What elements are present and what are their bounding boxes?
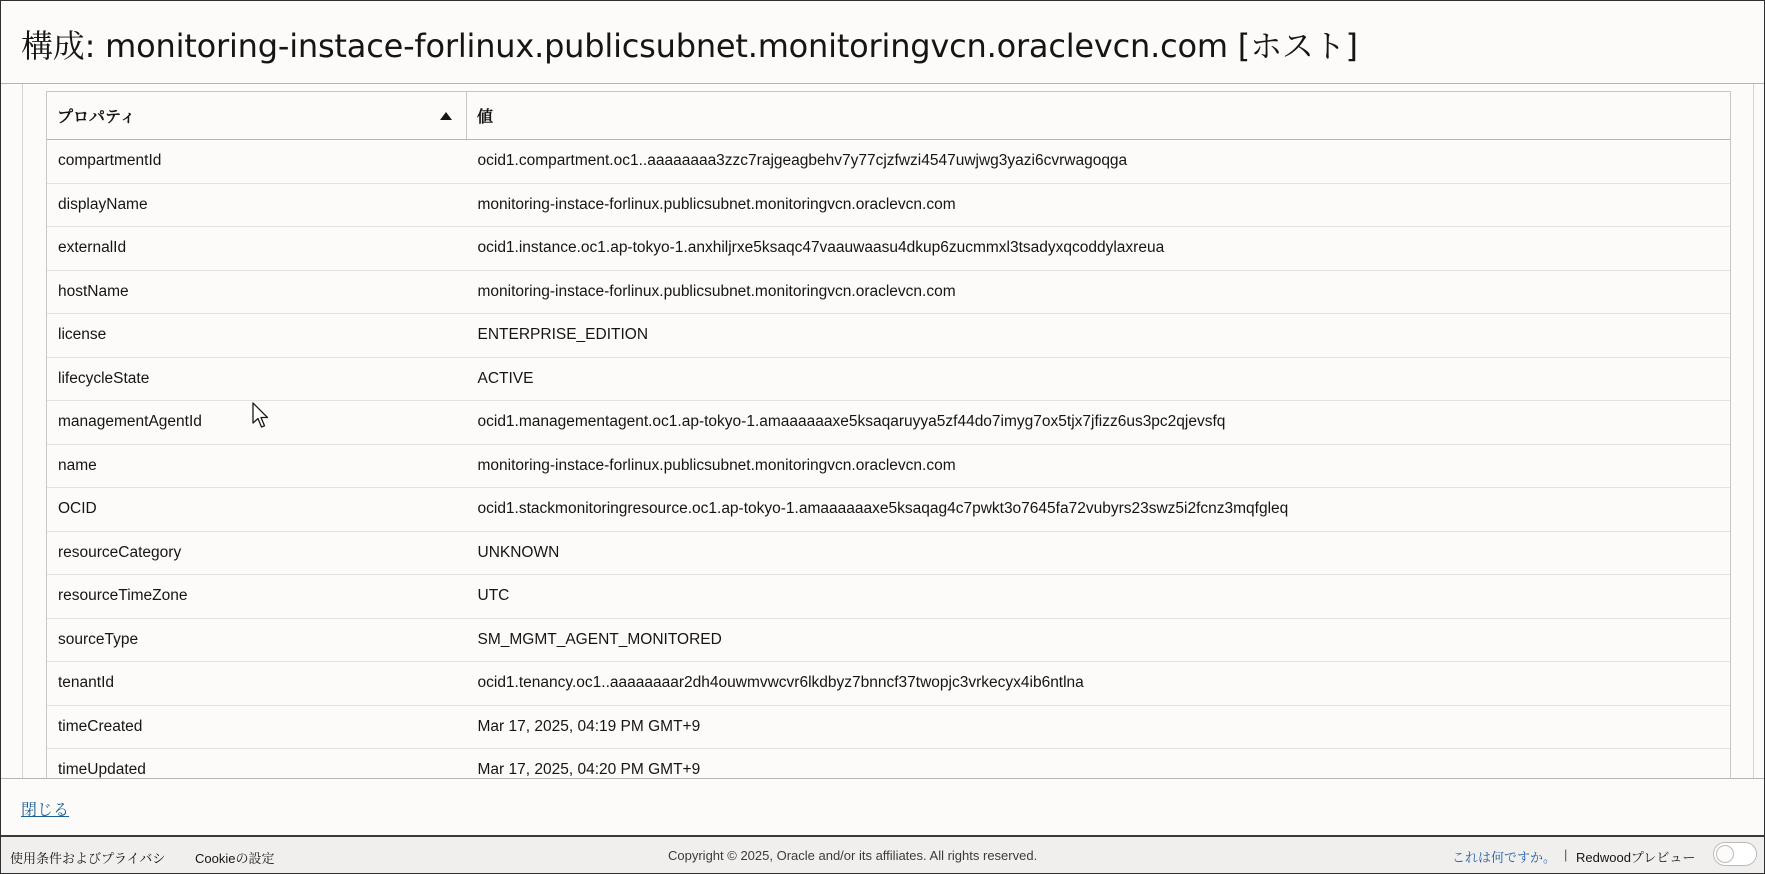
column-header-property-label: プロパティ: [57, 107, 136, 126]
property-value-cell: UNKNOWN: [467, 531, 1731, 575]
property-name-cell: displayName: [47, 183, 467, 227]
table-row[interactable]: [47, 662, 1730, 706]
copyright-text: Copyright © 2025, Oracle and/or its affiliates. All rights reserved.: [668, 848, 1038, 863]
table-row[interactable]: [47, 444, 1730, 488]
properties-table: [47, 92, 1730, 778]
property-name-cell: OCID: [47, 488, 467, 532]
property-value-cell: UTC: [467, 575, 1731, 619]
cookie-settings-link[interactable]: Cookieの設定: [195, 851, 275, 866]
close-link[interactable]: 閉じる: [21, 800, 70, 819]
footer-separator: |: [1564, 847, 1568, 862]
properties-table-container: [46, 91, 1731, 778]
table-row[interactable]: [47, 488, 1730, 532]
property-value-cell: ocid1.instance.oc1.ap-tokyo-1.anxhiljrxe5ksaqc47vaauwaasu4dkup6zucmmxl3tsadyxqcoddylaxreua: [467, 227, 1731, 271]
dialog-header: [1, 1, 1764, 84]
table-row[interactable]: [47, 618, 1730, 662]
table-row[interactable]: [47, 531, 1730, 575]
property-value-cell: ocid1.stackmonitoringresource.oc1.ap-tokyo-1.amaaaaaaxe5ksaqag4c7pwkt3o7645fa72vubyrs23swz5i2fcnz3mqfgleq: [467, 488, 1731, 532]
property-name-cell: resourceCategory: [47, 531, 467, 575]
property-name-cell: license: [47, 314, 467, 358]
property-value-cell: Mar 17, 2025, 04:20 PM GMT+9: [467, 749, 1731, 779]
table-header-row: [47, 92, 1730, 140]
content-right-border: [1753, 84, 1754, 778]
redwood-preview-toggle[interactable]: [1713, 842, 1757, 866]
sort-ascending-icon[interactable]: [440, 112, 452, 120]
table-row[interactable]: [47, 227, 1730, 271]
what-is-this-link[interactable]: これは何ですか。: [1452, 850, 1557, 865]
table-row[interactable]: [47, 140, 1730, 184]
table-row[interactable]: [47, 357, 1730, 401]
content-left-border: [22, 84, 23, 778]
property-value-cell: monitoring-instace-forlinux.publicsubnet.monitoringvcn.oraclevcn.com: [467, 444, 1731, 488]
table-row[interactable]: [47, 401, 1730, 445]
table-body: [47, 140, 1730, 779]
table-row[interactable]: [47, 575, 1730, 619]
dialog-title: 構成: monitoring-instace-forlinux.publicsubnet.monitoringvcn.oraclevcn.com [ホスト]: [21, 27, 1358, 65]
property-name-cell: externalId: [47, 227, 467, 271]
property-value-cell: ACTIVE: [467, 357, 1731, 401]
table-row[interactable]: [47, 183, 1730, 227]
property-name-cell: sourceType: [47, 618, 467, 662]
property-name-cell: hostName: [47, 270, 467, 314]
property-value-cell: ocid1.managementagent.oc1.ap-tokyo-1.amaaaaaaxe5ksaqaruyya5zf44do7imyg7ox5tjx7jfizz6us3pc2qjevsfq: [467, 401, 1731, 445]
property-name-cell: tenantId: [47, 662, 467, 706]
dialog-footer: [1, 778, 1764, 836]
column-header-value[interactable]: [467, 92, 1731, 140]
property-name-cell: name: [47, 444, 467, 488]
table-row[interactable]: [47, 270, 1730, 314]
table-row[interactable]: [47, 705, 1730, 749]
redwood-preview-label: Redwoodプレビュー: [1576, 850, 1696, 865]
table-row[interactable]: [47, 749, 1730, 779]
property-name-cell: resourceTimeZone: [47, 575, 467, 619]
property-name-cell: lifecycleState: [47, 357, 467, 401]
property-value-cell: monitoring-instace-forlinux.publicsubnet.monitoringvcn.oraclevcn.com: [467, 183, 1731, 227]
property-value-cell: ENTERPRISE_EDITION: [467, 314, 1731, 358]
property-name-cell: compartmentId: [47, 140, 467, 184]
property-value-cell: ocid1.tenancy.oc1..aaaaaaaar2dh4ouwmvwcvr6lkdbyz7bnncf37twopjc3vrkecyx4ib6ntlna: [467, 662, 1731, 706]
property-name-cell: timeUpdated: [47, 749, 467, 779]
column-header-value-label: 値: [477, 107, 494, 126]
property-name-cell: managementAgentId: [47, 401, 467, 445]
mouse-pointer-icon: [252, 402, 272, 430]
property-name-cell: timeCreated: [47, 705, 467, 749]
property-value-cell: monitoring-instace-forlinux.publicsubnet.monitoringvcn.oraclevcn.com: [467, 270, 1731, 314]
dialog-body[interactable]: [1, 84, 1764, 778]
toggle-knob: [1716, 845, 1734, 863]
property-value-cell: SM_MGMT_AGENT_MONITORED: [467, 618, 1731, 662]
terms-privacy-link[interactable]: 使用条件およびプライバシ: [10, 851, 166, 866]
table-row[interactable]: [47, 314, 1730, 358]
column-header-property[interactable]: [47, 92, 467, 140]
page-footer: [1, 837, 1764, 873]
property-value-cell: Mar 17, 2025, 04:19 PM GMT+9: [467, 705, 1731, 749]
property-value-cell: ocid1.compartment.oc1..aaaaaaaa3zzc7rajgeagbehv7y77cjzfwzi4547uwjwg3yazi6cvrwagoqga: [467, 140, 1731, 184]
